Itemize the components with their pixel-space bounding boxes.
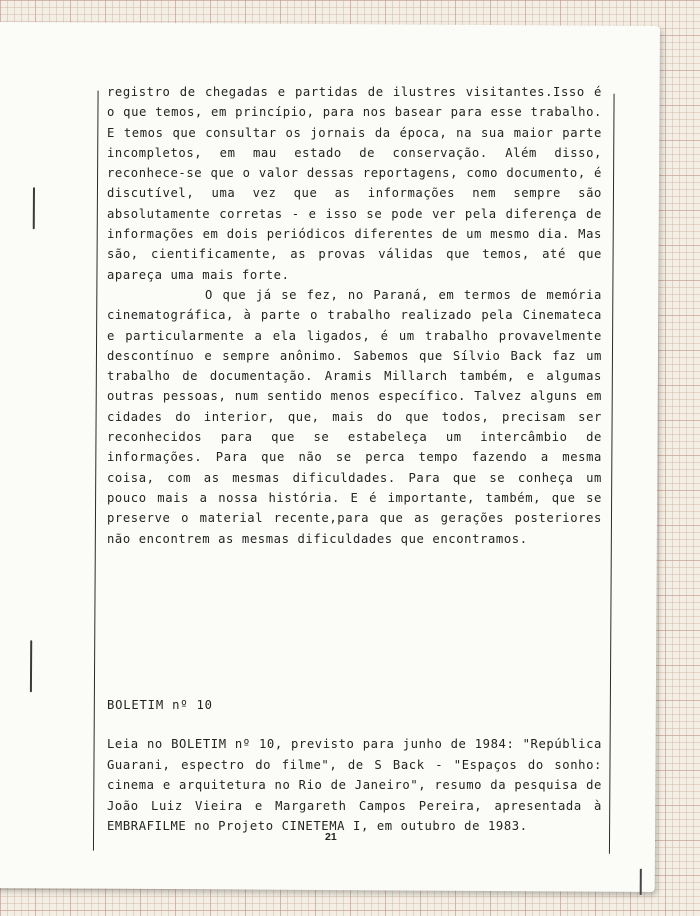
boletim-announcement: Leia no BOLETIM nº 10, previsto para junho de 1984: "República Guarani, espectro do filme", de S Back - "Espaços do sonho: cinema e arquitetura no Rio de Janeiro", resumo da pesquisa de João Luiz Vieira e Margareth Campos Pereira, apresentada à EMBRAFILME no Projeto CINETEMA I, em outubro de 1983. <box>107 737 602 834</box>
body-text <box>107 82 602 549</box>
staple-bottom <box>30 640 32 692</box>
page-number: 21 <box>325 831 337 843</box>
staple-top <box>33 187 35 229</box>
paragraph-1: registro de chegadas e partidas de ilustres visitantes.Isso é o que temos, em princípio, para nos basear para esse trabalho. E temos que consultar os jornais da época, na sua maior parte incompletos, em mau estado de conservação. Além disso, reconhece-se que o valor dessas reportagens, como documento, é discutível, uma vez que as informações nem sempre são absolutamente corretas - e isso se pode ver pela diferença de informações em dois periódicos diferentes de um mesmo dia. Mas são, cientificamente, as provas válidas que temos, até que apareça uma mais forte. <box>107 85 602 282</box>
boletim-heading: BOLETIM nº 10 <box>107 698 213 712</box>
paragraph-2: O que já se fez, no Paraná, em termos de memória cinematográfica, à parte o trabalho realizado pela Cinemateca e particularmente a ela ligados, é um trabalho provavelmente descontínuo e sempre anônimo. Sabemos que Sílvio Back faz um trabalho de documentação. Aramis Millarch também, e algumas outras pessoas, num sentido menos específico. Talvez alguns em cidades do interior, que, mais do que todos, precisam ser reconhecidos para que se estabeleça um intercâmbio de informações. Para que não se perca tempo fazendo a mesma coisa, com as mesmas dificuldades. Para que se conheça um pouco mais a nossa história. E é importante, também, que se preserve o material recente,para que as gerações posteriores não encontrem as mesmas dificuldades que encontramos. <box>107 287 602 546</box>
edge-mark <box>640 869 642 895</box>
